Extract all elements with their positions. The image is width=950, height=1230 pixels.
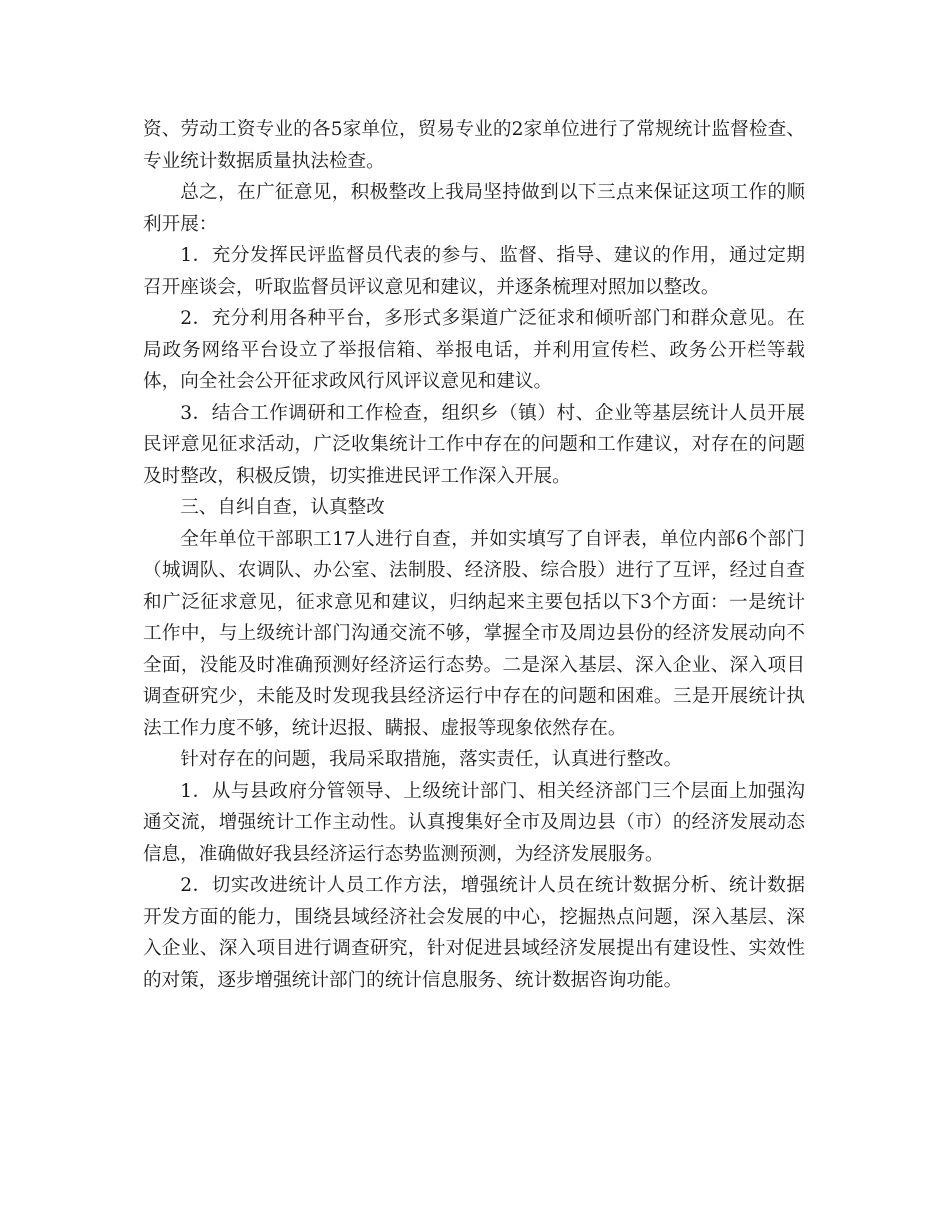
section-heading-3: 三、自纠自查，认真整改 [180,497,385,518]
paragraph-point-2: 2．充分利用各种平台，多形式多渠道广泛征求和倾听部门和群众意见。在局政务网络平台设立了举报信箱、举报电话，并利用宣传栏、政务公开栏等载体，向全社会公开征求政风行风评议意见和建议。 [143,308,805,392]
paragraph-measure-2: 2．切实改进统计人员工作方法，增强统计人员在统计数据分析、统计数据开发方面的能力，围绕县域经济社会发展的中心，挖掘热点问题，深入基层、深入企业、深入项目进行调查研究，针对促进县域经济发展提出有建设性、实效性的对策，逐步增强统计部门的统计信息服务、统计数据咨询功能。 [143,875,805,991]
paragraph-summary: 总之，在广征意见，积极整改上我局坚持做到以下三点来保证这项工作的顺利开展： [143,182,805,235]
paragraph-point-3: 3．结合工作调研和工作检查，组织乡（镇）村、企业等基层统计人员开展民评意见征求活动，广泛收集统计工作中存在的问题和工作建议，对存在的问题及时整改，积极反馈，切实推进民评工作深入开展。 [143,402,805,487]
paragraph-self-inspection: 全年单位干部职工17人进行自查，并如实填写了自评表，单位内部6个部门（城调队、农调队、办公室、法制股、经济股、综合股）进行了互评，经过自查和广泛征求意见，征求意见和建议，归纳起来主要包括以下3个方面：一是统计工作中，与上级统计部门沟通交流不够，掌握全市及周边县份的经济发展动向不全面，没能及时准确预测好经济运行态势。二是深入基层、深入企业、深入项目调查研究少，未能及时发现我县经济运行中存在的问题和困难。三是开展统计执法工作力度不够，统计迟报、瞒报、虚报等现象依然存在。 [143,528,805,739]
paragraph-point-1: 1．充分发挥民评监督员代表的参与、监督、指导、建议的作用，通过定期召开座谈会，听取监督员评议意见和建议，并逐条梳理对照加以整改。 [143,245,805,298]
document-body [143,114,805,996]
paragraph-continuation: 资、劳动工资专业的各5家单位，贸易专业的2家单位进行了常规统计监督检查、专业统计数据质量执法检查。 [143,119,805,172]
paragraph-measures-intro: 针对存在的问题，我局采取措施，落实责任，认真进行整改。 [180,749,683,770]
paragraph-measure-1: 1．从与县政府分管领导、上级统计部门、相关经济部门三个层面上加强沟通交流，增强统计工作主动性。认真搜集好全市及周边县（市）的经济发展动态信息，准确做好我县经济运行态势监测预测，为经济发展服务。 [143,780,805,865]
